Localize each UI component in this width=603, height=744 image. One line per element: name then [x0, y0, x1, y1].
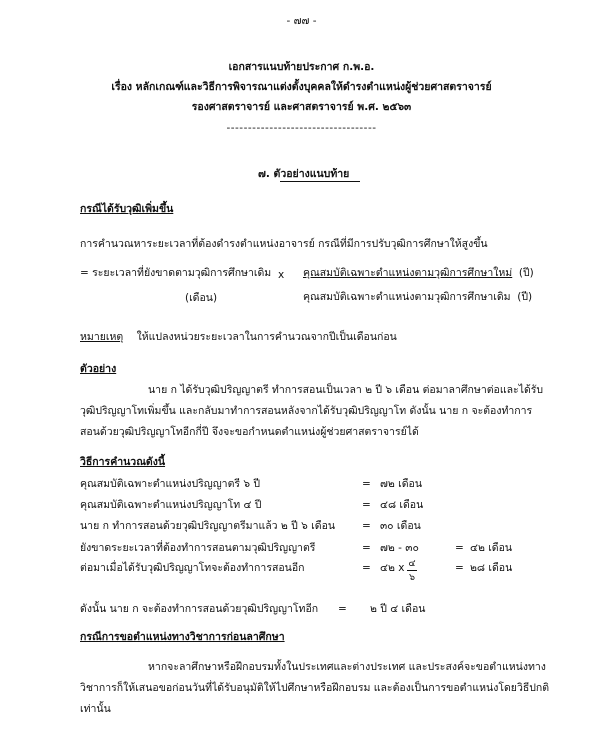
formula-times-sign: x: [278, 269, 285, 281]
calc-row-master-equals: =: [362, 499, 371, 511]
conclusion-value: ๒ ปี ๔ เดือน: [370, 603, 426, 615]
formula-denominator: [303, 290, 532, 304]
page-number: - ๗๗ -: [286, 15, 317, 27]
fraction-bar: [407, 570, 417, 571]
case-before-leave-heading: กรณีการขอตำแหน่งทางวิชาการก่อนลาศึกษา: [80, 631, 285, 643]
calc-row-remaining-label: ยังขาดระยะเวลาที่ต้องทำการสอนตามวุฒิปริญญาตรี: [80, 542, 316, 554]
calc-row-further-result: ๒๘ เดือน: [470, 562, 513, 574]
formula-lhs: = ระยะเวลาที่ยังขาดตามวุฒิการศึกษาเดิม: [80, 267, 272, 279]
formula-denominator-unit: (ปี): [517, 291, 533, 303]
calc-row-further-equals: =: [362, 562, 371, 574]
fraction-denominator: ๖: [408, 572, 416, 583]
calc-row-remaining-result: ๔๒ เดือน: [470, 542, 513, 554]
case-before-leave-paragraph: หากจะลาศึกษาหรือฝึกอบรมทั้งในประเทศและต่างประเทศ และประสงค์จะขอตำแหน่งทางวิชาการก็ให้เสนอขอก่อนวันที่ได้รับอนุมัติให้ไปศึกษาหรือฝึกอบรม และต้องเป็นการขอตำแหน่งโดยวิธีปกติเท่านั้น: [80, 661, 550, 715]
formula-numerator-text: คุณสมบัติเฉพาะตำแหน่งตามวุฒิการศึกษาใหม่: [303, 267, 513, 279]
calc-row-further-expression: ๔๒ x: [380, 562, 405, 574]
example-paragraph: นาย ก ได้รับวุฒิปริญญาตรี ทำการสอนเป็นเวลา ๒ ปี ๖ เดือน ต่อมาลาศึกษาต่อและได้รับวุฒิปริญญาโทเพิ่มขึ้น และกลับมาทำการสอนหลังจากได้รับวุฒิปริญญาโท ดังนั้น นาย ก จะต้องทำการสอนด้วยวุฒิปริญญาโทอีกกี่ปี จึงจะขอกำหนดตำแหน่งผู้ช่วยศาสตราจารย์ได้: [80, 384, 544, 438]
document-header-line-2: เรื่อง หลักเกณฑ์และวิธีการพิจารณาแต่งตั้งบุคคลให้ดำรงตำแหน่งผู้ช่วยศาสตราจารย์: [111, 81, 492, 93]
formula-numerator-unit: (ปี): [518, 267, 534, 279]
formula-denominator-text: คุณสมบัติเฉพาะตำแหน่งตามวุฒิการศึกษาเดิม: [303, 291, 511, 303]
fraction-numerator: ๔: [408, 558, 416, 569]
calc-row-remaining-equals-2: =: [455, 542, 464, 554]
conclusion-equals: =: [338, 603, 347, 615]
calc-row-bachelor-label: คุณสมบัติเฉพาะตำแหน่งปริญญาตรี ๖ ปี: [80, 478, 261, 490]
example-heading: ตัวอย่าง: [80, 363, 117, 375]
method-heading: วิธีการคำนวณดังนี้: [80, 456, 166, 468]
note-label: หมายเหตุ: [80, 331, 124, 343]
formula-numerator: [303, 266, 534, 280]
calc-row-master-value: ๔๘ เดือน: [380, 499, 424, 511]
calc-row-further-label: ต่อมาเมื่อได้รับวุฒิปริญญาโทจะต้องทำการสอนอีก: [80, 562, 305, 574]
calc-row-bachelor-equals: =: [362, 478, 371, 490]
calc-row-taught-equals: =: [362, 520, 371, 532]
calc-row-bachelor-value: ๗๒ เดือน: [380, 478, 423, 490]
calc-row-remaining-equals: =: [362, 542, 371, 554]
calculation-intro: การคำนวณหาระยะเวลาที่ต้องดำรงตำแหน่งอาจารย์ กรณีที่มีการปรับวุฒิการศึกษาให้สูงขึ้น: [80, 238, 488, 250]
header-divider: -----------------------------------: [226, 122, 377, 134]
calc-row-taught-value: ๓๐ เดือน: [380, 520, 421, 532]
note: [80, 330, 397, 344]
calc-row-further-equals-2: =: [455, 562, 464, 574]
calc-row-taught-label: นาย ก ทำการสอนด้วยวุฒิปริญญาตรีมาแล้ว ๒ ปี ๖ เดือน: [80, 520, 336, 532]
note-text: ให้แปลงหน่วยระยะเวลาในการคำนวณจากปีเป็นเดือนก่อน: [136, 331, 397, 343]
document-header-line-3: รองศาสตราจารย์ และศาสตราจารย์ พ.ศ. ๒๕๖๓: [191, 101, 412, 113]
section-title-underline: [280, 181, 360, 182]
case-increase-qualification-heading: กรณีได้รับวุฒิเพิ่มขึ้น: [80, 203, 174, 215]
calc-row-master-label: คุณสมบัติเฉพาะตำแหน่งปริญญาโท ๔ ปี: [80, 499, 262, 511]
section-title: ๗. ตัวอย่างแนบท้าย: [258, 168, 350, 180]
calc-row-remaining-expression: ๗๒ - ๓๐: [380, 542, 419, 554]
document-header-line-1: เอกสารแนบท้ายประกาศ ก.พ.อ.: [228, 61, 375, 73]
formula-lhs-unit: (เดือน): [185, 292, 218, 304]
conclusion-label: ดังนั้น นาย ก จะต้องทำการสอนด้วยวุฒิปริญญาโทอีก: [80, 603, 319, 615]
